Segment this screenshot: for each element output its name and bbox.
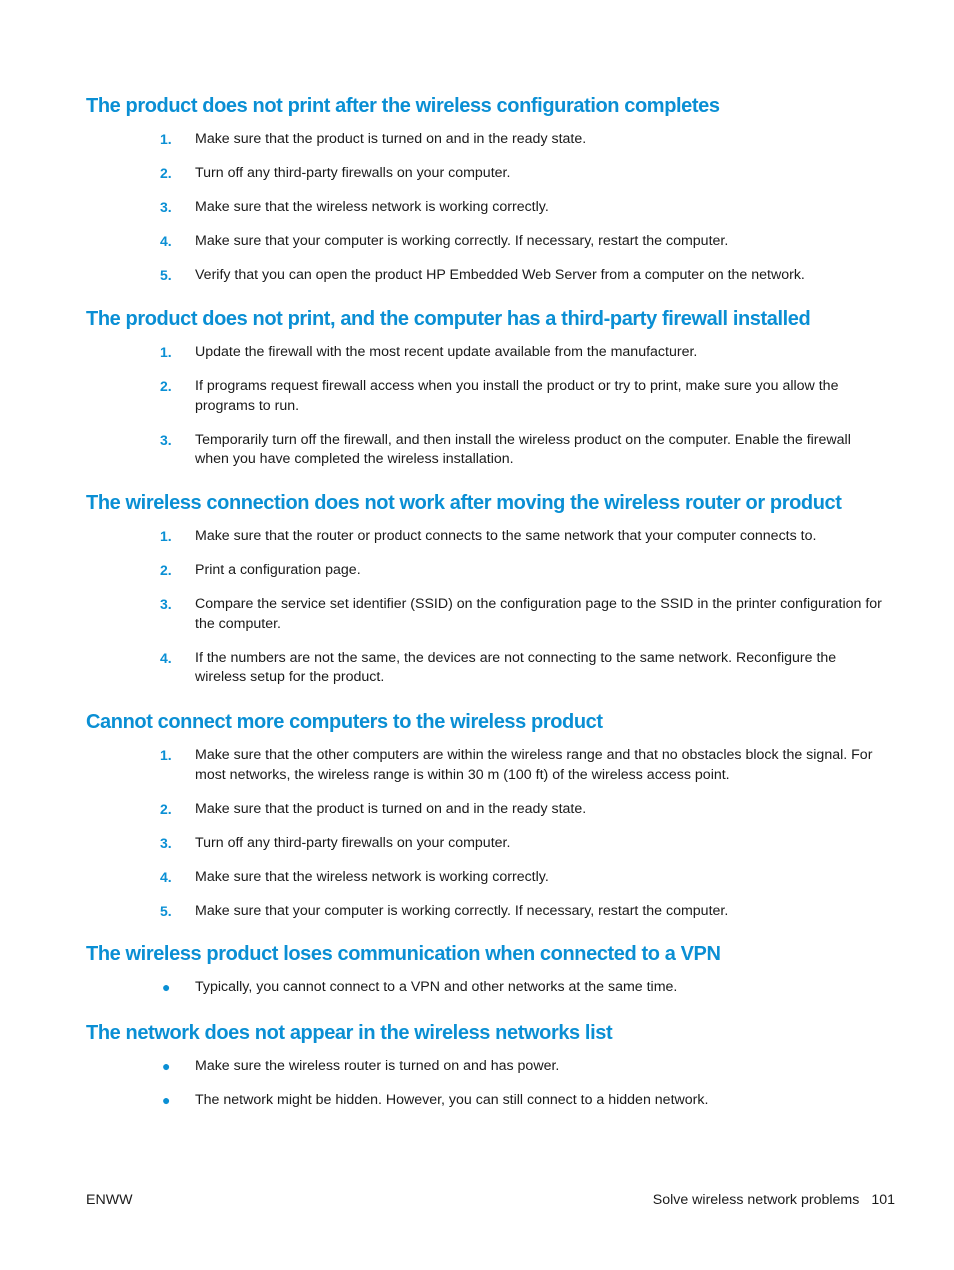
- list-item: [86, 978, 886, 998]
- list-item: [86, 1057, 886, 1077]
- bulleted-list: [86, 978, 886, 998]
- item-number: 1.: [160, 747, 172, 763]
- bullet-icon: ●: [162, 1092, 171, 1108]
- item-text: Compare the service set identifier (SSID) on the configuration page to the SSID in the printer configuration for the computer.: [195, 596, 882, 632]
- list-item: [86, 343, 886, 363]
- list-item: [86, 377, 886, 416]
- item-text: Make sure the wireless router is turned on and has power.: [195, 1058, 560, 1074]
- section-heading: The product does not print, and the computer has a third-party firewall installed: [86, 308, 811, 330]
- footer-edition: ENWW: [86, 1192, 133, 1208]
- section-heading: The product does not print after the wireless configuration completes: [86, 95, 720, 117]
- item-number: 2.: [160, 165, 172, 181]
- item-text: Print a configuration page.: [195, 562, 361, 578]
- list-item: [86, 800, 886, 820]
- section-moving-router: [86, 491, 886, 688]
- list-item: [86, 266, 886, 286]
- section-print-after-config: [86, 94, 886, 286]
- item-text: Make sure that your computer is working correctly. If necessary, restart the computer.: [195, 233, 729, 249]
- item-text: If the numbers are not the same, the devices are not connecting to the same network. Reconfigure the wireless setup for the product.: [195, 649, 837, 685]
- item-text: Update the firewall with the most recent update available from the manufacturer.: [195, 344, 698, 360]
- item-text: Verify that you can open the product HP Embedded Web Server from a computer on the network.: [195, 267, 805, 283]
- item-number: 5.: [160, 267, 172, 283]
- bullet-icon: ●: [162, 979, 171, 995]
- list-item: [86, 431, 886, 470]
- section-heading: Cannot connect more computers to the wireless product: [86, 711, 603, 733]
- item-number: 4.: [160, 868, 172, 885]
- item-number: 3.: [160, 431, 172, 448]
- item-number: 3.: [160, 834, 172, 851]
- section-heading: The network does not appear in the wireless networks list: [86, 1022, 613, 1044]
- section-network-list: [86, 1021, 886, 1111]
- numbered-list: [86, 527, 886, 688]
- list-item: [86, 164, 886, 184]
- item-text: Make sure that the product is turned on and in the ready state.: [195, 800, 587, 817]
- item-text: Make sure that the other computers are within the wireless range and that no obstacles block the signal. For most networks, the wireless range is within 30 m (100 ft) of the wireless access point.: [195, 747, 873, 783]
- numbered-list: [86, 746, 886, 921]
- section-more-computers: [86, 710, 886, 921]
- item-text: Make sure that the wireless network is working correctly.: [195, 199, 549, 215]
- item-text: Typically, you cannot connect to a VPN and other networks at the same time.: [195, 979, 678, 995]
- list-item: [86, 198, 886, 218]
- section-vpn: [86, 942, 886, 998]
- item-number: 5.: [160, 902, 172, 919]
- footer-section-title: Solve wireless network problems: [652, 1192, 860, 1208]
- item-text: Make sure that your computer is working correctly. If necessary, restart the computer.: [195, 902, 729, 919]
- item-number: 1.: [160, 528, 172, 544]
- bulleted-list: [86, 1057, 886, 1111]
- list-item: [86, 649, 886, 688]
- item-number: 2.: [160, 800, 172, 817]
- item-text: Temporarily turn off the firewall, and then install the wireless product on the computer. Enable the firewall when you have completed the wireless installation.: [195, 431, 851, 467]
- section-heading: The wireless product loses communication when connected to a VPN: [86, 943, 721, 965]
- item-number: 4.: [160, 233, 172, 249]
- item-number: 3.: [160, 596, 172, 612]
- item-text: Make sure that the product is turned on and in the ready state.: [195, 131, 587, 147]
- item-text: Make sure that the router or product connects to the same network that your computer connects to.: [195, 528, 817, 544]
- item-number: 2.: [160, 562, 172, 578]
- item-text: Turn off any third-party firewalls on your computer.: [195, 834, 511, 851]
- item-text: Turn off any third-party firewalls on your computer.: [195, 165, 511, 181]
- list-item: [86, 595, 886, 634]
- item-text: Make sure that the wireless network is working correctly.: [195, 868, 549, 885]
- page-number: 101: [871, 1192, 895, 1208]
- numbered-list: [86, 343, 886, 470]
- item-number: 4.: [160, 649, 172, 666]
- list-item: [86, 868, 886, 888]
- section-third-party-firewall: [86, 307, 886, 470]
- item-number: 1.: [160, 131, 172, 147]
- item-number: 2.: [160, 378, 172, 394]
- list-item: [86, 902, 886, 922]
- footer-page-info: [653, 1192, 895, 1208]
- list-item: [86, 1091, 886, 1111]
- list-item: [86, 834, 886, 854]
- list-item: [86, 232, 886, 252]
- item-number: 1.: [160, 344, 172, 360]
- list-item: [86, 746, 886, 785]
- list-item: [86, 527, 886, 547]
- list-item: [86, 561, 886, 581]
- section-heading: The wireless connection does not work after moving the wireless router or product: [86, 492, 842, 514]
- bullet-icon: ●: [162, 1058, 171, 1074]
- numbered-list: [86, 130, 886, 286]
- item-number: 3.: [160, 199, 172, 215]
- item-text: If programs request firewall access when you install the product or try to print, make sure you allow the programs to run.: [195, 378, 839, 414]
- list-item: [86, 130, 886, 150]
- item-text: The network might be hidden. However, you can still connect to a hidden network.: [195, 1092, 709, 1108]
